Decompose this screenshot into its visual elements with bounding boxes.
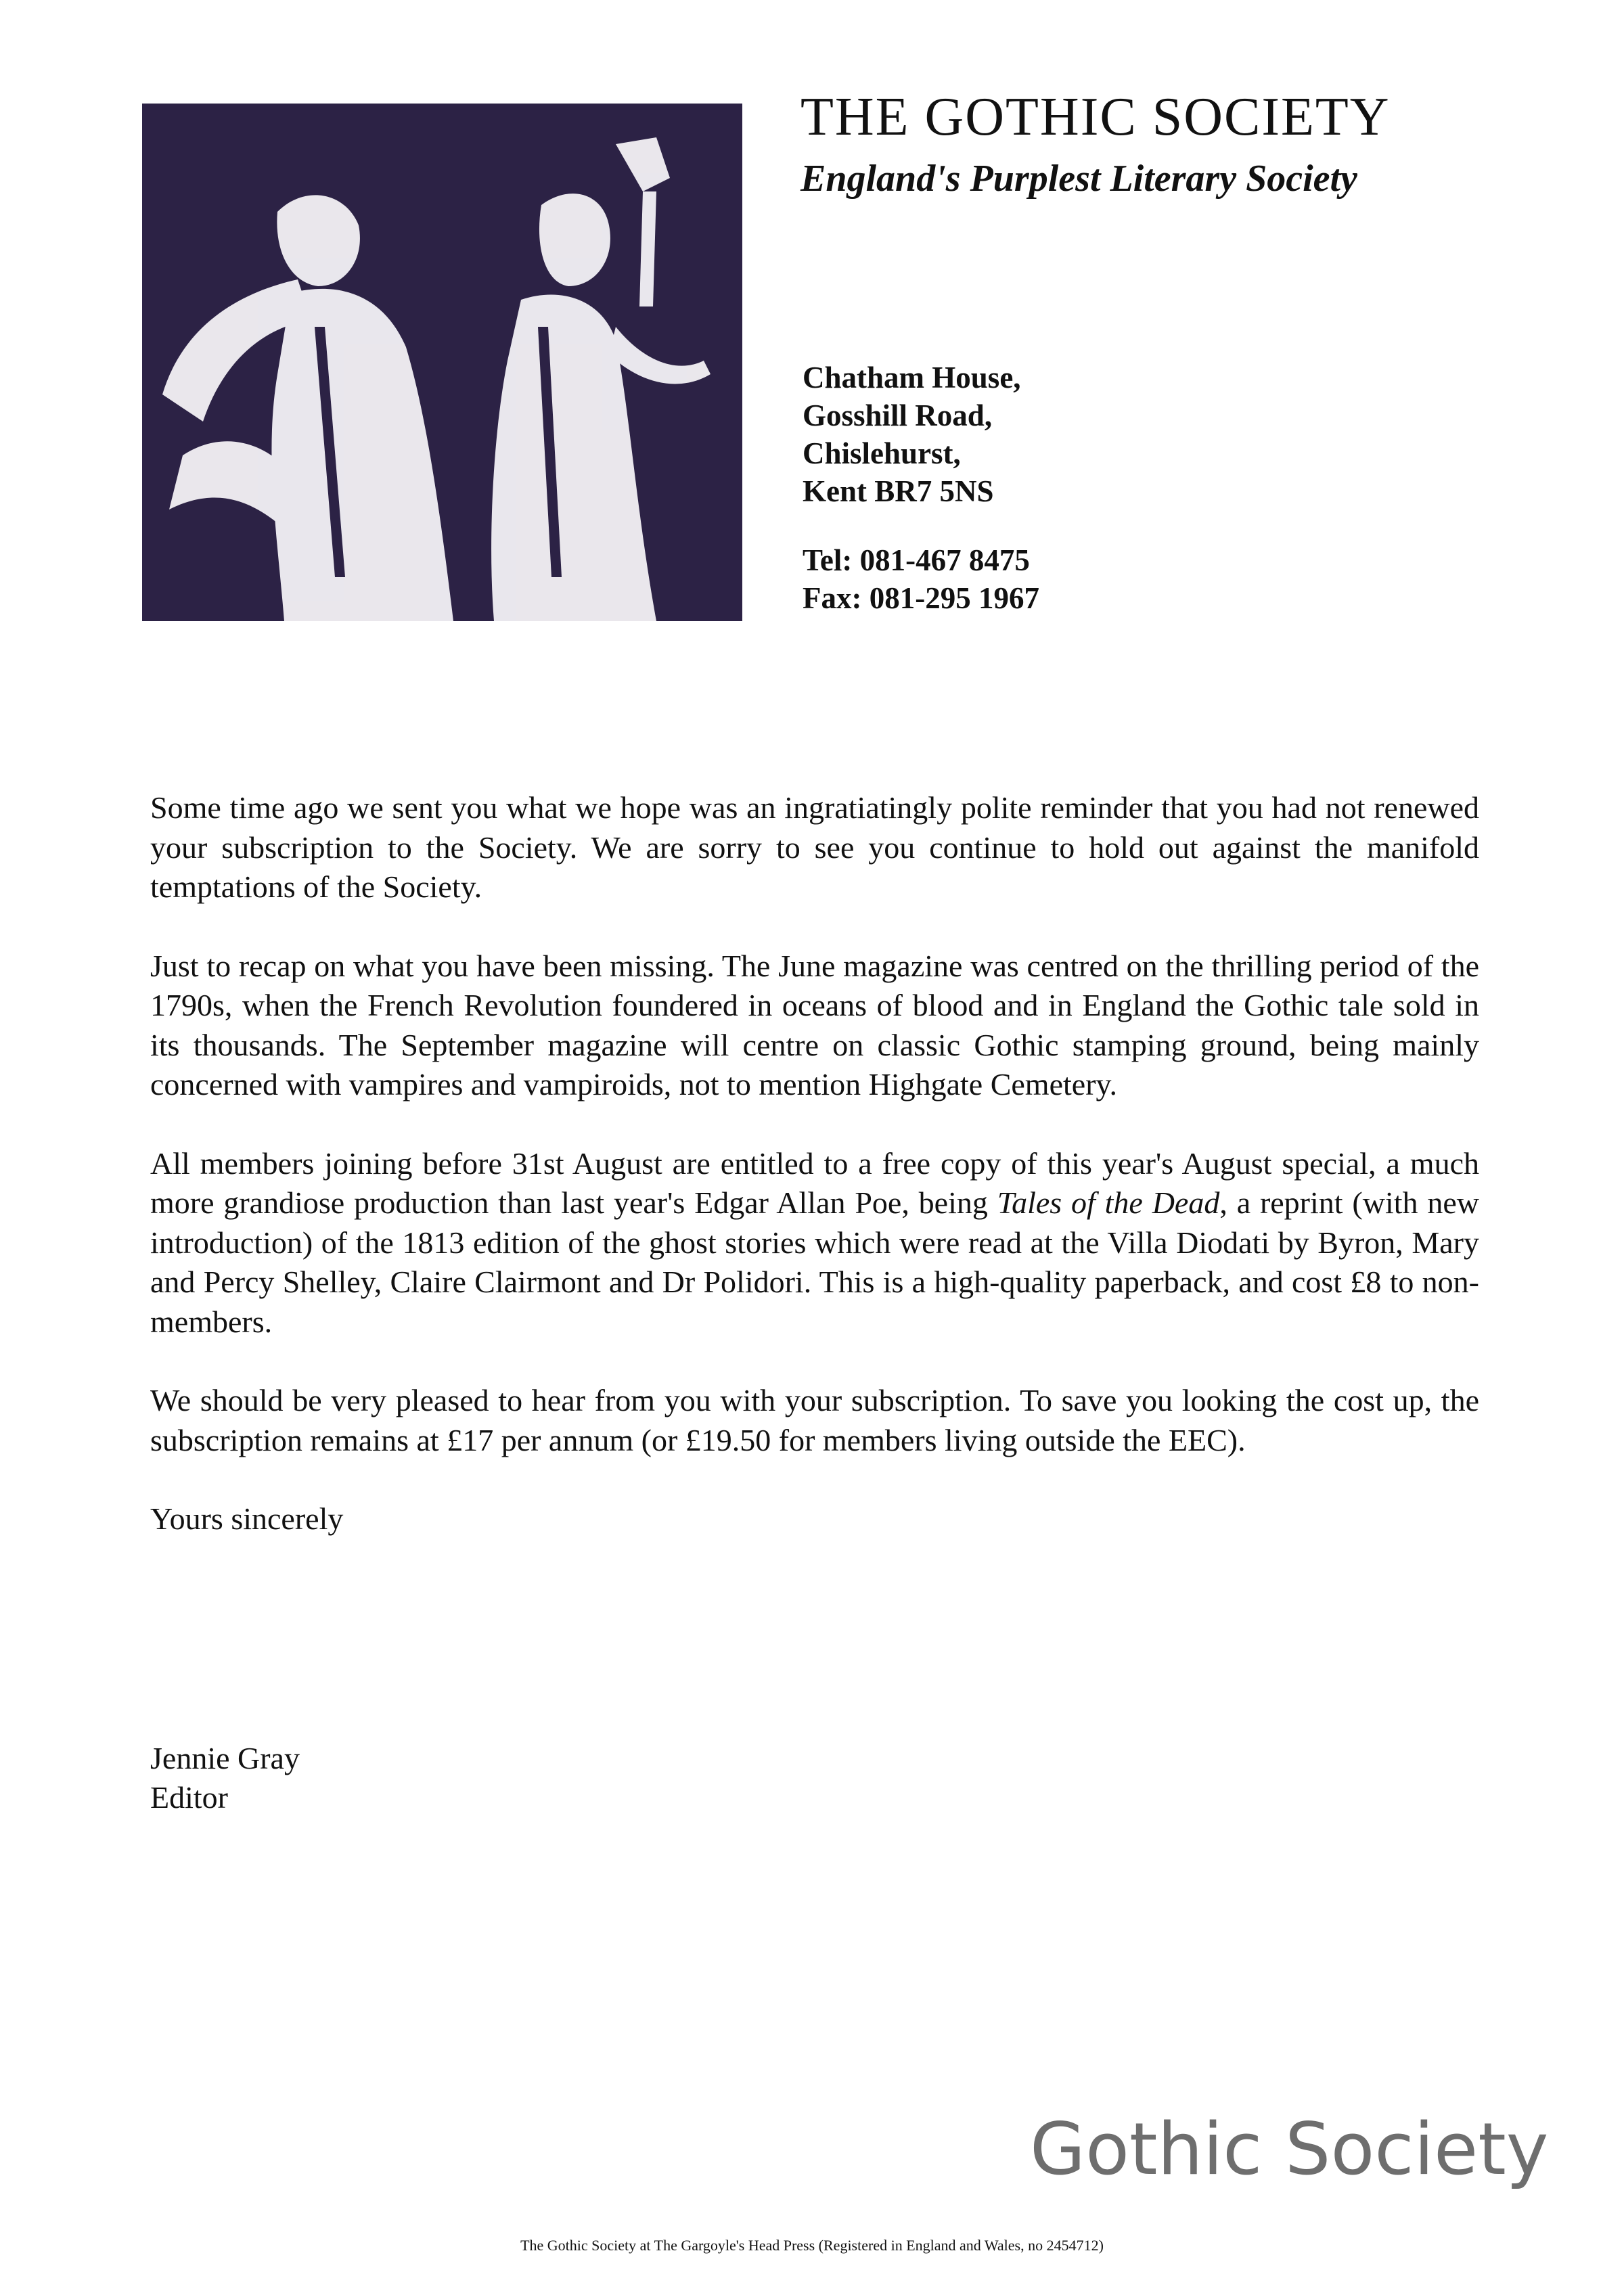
letter-body: [150, 788, 1479, 1578]
signer-name: Jennie Gray: [150, 1741, 300, 1775]
gothic-engraving-illustration: [142, 104, 742, 621]
signer-role: Editor: [150, 1780, 228, 1815]
postal-address: [803, 359, 1021, 510]
signature-block: [150, 1739, 300, 1817]
address-line: Gosshill Road,: [803, 399, 993, 432]
paragraph: Some time ago we sent you what we hope was an ingratiatingly polite reminder that you had not renewed your subscription to the Society. We are sorry to see you continue to hold out against the manifold temptations of the Society.: [150, 790, 1479, 904]
footer-registration: The Gothic Society at The Gargoyle's Head Press (Registered in England and Wales, no 2454712): [520, 2237, 1104, 2254]
address-line: Chatham House,: [803, 361, 1021, 394]
closing: Yours sincerely: [150, 1501, 344, 1536]
watermark: Gothic Society: [1030, 2108, 1549, 2191]
paragraph-text: All members joining before 31st August are entitled to a free copy of this year's August special, a much more grandiose production than last year's Edgar Allan Poe, being: [150, 1145, 1479, 1220]
paragraph: Just to recap on what you have been missing. The June magazine was centred on the thrilling period of the 1790s, when the French Revolution foundered in oceans of blood and in England the Gothic tale sold in its thousands. The September magazine will centre on classic Gothic stamping ground, being mainly concerned with vampires and vampiroids, not to mention Highgate Cemetery.: [150, 948, 1479, 1101]
paragraph: We should be very pleased to hear from you with your subscription. To save you looking the cost up, the subscription remains at £17 per annum (or £19.50 for members living outside the EEC).: [150, 1383, 1479, 1457]
address-line: Chislehurst,: [803, 436, 961, 470]
fax: Fax: 081-295 1967: [803, 581, 1039, 615]
address-line: Kent BR7 5NS: [803, 474, 994, 508]
paragraph: [150, 1144, 1479, 1342]
telephone: Tel: 081-467 8475: [803, 543, 1030, 577]
society-tagline: England's Purplest Literary Society: [800, 158, 1357, 200]
contact-numbers: [803, 541, 1039, 617]
society-title: THE GOTHIC SOCIETY: [800, 87, 1391, 147]
book-title: Tales of the Dead: [997, 1185, 1220, 1220]
paragraph-text: , a reprint (with new introduction) of the 1813 edition of the ghost stories which were read at the Villa Diodati by Byron, Mary and Percy Shelley, Claire Clairmont and Dr Polidori. This is a high-quality paperback, and cost £8 to non-members.: [150, 1185, 1479, 1339]
